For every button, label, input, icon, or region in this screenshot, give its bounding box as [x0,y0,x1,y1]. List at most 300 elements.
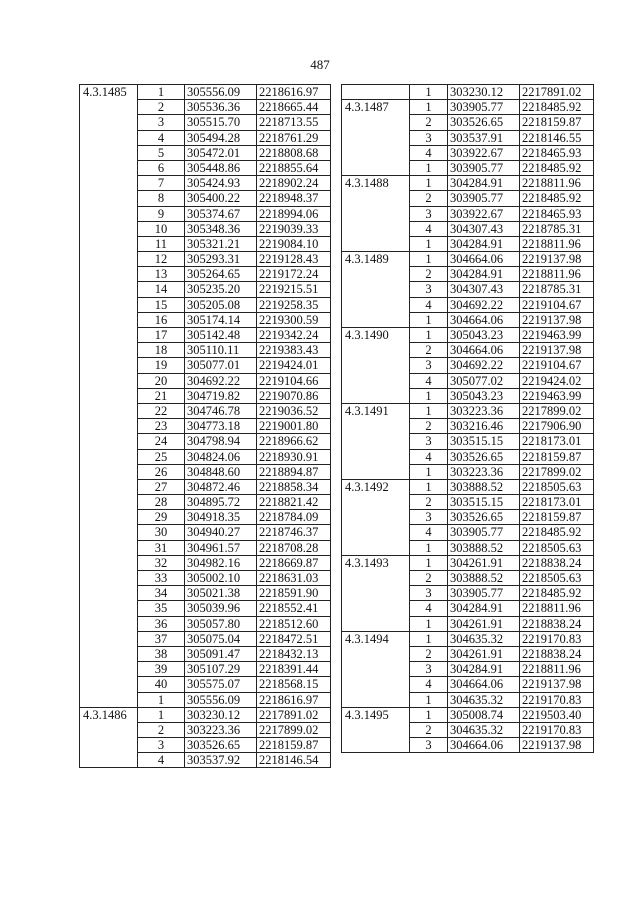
point-number-cell: 33 [138,571,185,586]
y-coordinate-cell: 2217891.02 [520,85,594,100]
table-row [80,753,331,768]
point-number-cell: 19 [138,358,185,373]
table-row [80,312,331,327]
x-coordinate-cell: 303537.92 [185,753,257,768]
point-number-cell: 1 [410,252,448,267]
table-row [80,267,331,282]
point-number-cell: 1 [410,160,448,175]
x-coordinate-cell: 305424.93 [185,176,257,191]
parcel-id-cell [80,252,138,267]
x-coordinate-cell: 304284.91 [448,601,520,616]
x-coordinate-cell: 304261.91 [448,616,520,631]
x-coordinate-cell: 305400.22 [185,191,257,206]
point-number-cell: 1 [410,312,448,327]
table-row [80,85,331,100]
parcel-id-cell [342,191,410,206]
x-coordinate-cell: 304692.22 [448,358,520,373]
parcel-id-cell [342,160,410,175]
y-coordinate-cell: 2219170.83 [520,692,594,707]
x-coordinate-cell: 304824.06 [185,449,257,464]
point-number-cell: 38 [138,646,185,661]
y-coordinate-cell: 2218146.54 [257,753,331,768]
x-coordinate-cell: 305107.29 [185,662,257,677]
x-coordinate-cell: 303230.12 [185,707,257,722]
table-row [80,206,331,221]
point-number-cell: 1 [410,100,448,115]
parcel-id-cell: 4.3.1491 [342,403,410,418]
point-number-cell: 22 [138,403,185,418]
point-number-cell: 2 [410,115,448,130]
table-row [80,722,331,737]
y-coordinate-cell: 2218173.01 [520,434,594,449]
parcel-id-cell [80,525,138,540]
x-coordinate-cell: 304961.57 [185,540,257,555]
parcel-id-cell [342,297,410,312]
parcel-id-cell [342,388,410,403]
point-number-cell: 3 [410,130,448,145]
point-number-cell: 4 [138,130,185,145]
y-coordinate-cell: 2218159.87 [257,738,331,753]
x-coordinate-cell: 303905.77 [448,586,520,601]
x-coordinate-cell: 304307.43 [448,221,520,236]
parcel-id-cell: 4.3.1494 [342,631,410,646]
point-number-cell: 3 [410,282,448,297]
table-row [342,540,594,555]
point-number-cell: 11 [138,236,185,251]
y-coordinate-cell: 2218669.87 [257,555,331,570]
x-coordinate-cell: 303526.65 [185,738,257,753]
table-row [80,236,331,251]
parcel-id-cell [80,267,138,282]
table-row [342,419,594,434]
x-coordinate-cell: 305008.74 [448,707,520,722]
parcel-id-cell [342,115,410,130]
point-number-cell: 9 [138,206,185,221]
parcel-id-cell [342,343,410,358]
parcel-id-cell [80,479,138,494]
x-coordinate-cell: 305077.02 [448,373,520,388]
parcel-id-cell [80,677,138,692]
x-coordinate-cell: 305235.20 [185,282,257,297]
x-coordinate-cell: 304918.35 [185,510,257,525]
point-number-cell: 1 [410,616,448,631]
table-row [80,343,331,358]
parcel-id-cell [342,419,410,434]
parcel-id-cell [80,328,138,343]
y-coordinate-cell: 2219070.86 [257,388,331,403]
y-coordinate-cell: 2217899.02 [257,722,331,737]
point-number-cell: 29 [138,510,185,525]
y-coordinate-cell: 2218485.92 [520,525,594,540]
x-coordinate-cell: 305556.09 [185,85,257,100]
y-coordinate-cell: 2219039.33 [257,221,331,236]
y-coordinate-cell: 2218838.24 [520,555,594,570]
table-row [342,252,594,267]
table-row [342,130,594,145]
y-coordinate-cell: 2218485.92 [520,586,594,601]
parcel-id-cell [342,495,410,510]
table-row [80,297,331,312]
point-number-cell: 31 [138,540,185,555]
y-coordinate-cell: 2219036.52 [257,403,331,418]
table-row [342,571,594,586]
y-coordinate-cell: 2219503.40 [520,707,594,722]
y-coordinate-cell: 2218391.44 [257,662,331,677]
point-number-cell: 4 [410,677,448,692]
x-coordinate-cell: 305021.38 [185,586,257,601]
point-number-cell: 26 [138,464,185,479]
x-coordinate-cell: 305448.86 [185,160,257,175]
point-number-cell: 6 [138,160,185,175]
x-coordinate-cell: 305110.11 [185,343,257,358]
y-coordinate-cell: 2218485.92 [520,191,594,206]
y-coordinate-cell: 2218631.03 [257,571,331,586]
point-number-cell: 1 [410,388,448,403]
table-row [80,540,331,555]
parcel-id-cell [80,616,138,631]
table-row [342,616,594,631]
x-coordinate-cell: 305264.65 [185,267,257,282]
y-coordinate-cell: 2219300.59 [257,312,331,327]
parcel-id-cell [342,601,410,616]
point-number-cell: 20 [138,373,185,388]
x-coordinate-cell: 305091.47 [185,646,257,661]
point-number-cell: 1 [410,85,448,100]
y-coordinate-cell: 2218552.41 [257,601,331,616]
table-row [80,221,331,236]
x-coordinate-cell: 305075.04 [185,631,257,646]
x-coordinate-cell: 304261.91 [448,646,520,661]
parcel-id-cell [80,343,138,358]
table-row [342,601,594,616]
table-row [342,206,594,221]
parcel-id-cell: 4.3.1490 [342,328,410,343]
table-row [80,616,331,631]
point-number-cell: 1 [410,631,448,646]
x-coordinate-cell: 303537.91 [448,130,520,145]
y-coordinate-cell: 2218838.24 [520,616,594,631]
parcel-id-cell [80,130,138,145]
x-coordinate-cell: 304773.18 [185,419,257,434]
point-number-cell: 4 [410,449,448,464]
point-number-cell: 1 [410,403,448,418]
table-row [80,145,331,160]
y-coordinate-cell: 2219424.02 [520,373,594,388]
parcel-id-cell: 4.3.1486 [80,707,138,722]
table-row [80,403,331,418]
parcel-id-cell [80,571,138,586]
table-row [342,631,594,646]
x-coordinate-cell: 303223.36 [185,722,257,737]
point-number-cell: 2 [410,722,448,737]
point-number-cell: 39 [138,662,185,677]
x-coordinate-cell: 303905.77 [448,191,520,206]
parcel-id-cell [80,601,138,616]
y-coordinate-cell: 2218785.31 [520,282,594,297]
parcel-id-cell [80,662,138,677]
x-coordinate-cell: 303888.52 [448,479,520,494]
point-number-cell: 1 [410,479,448,494]
point-number-cell: 1 [410,540,448,555]
point-number-cell: 1 [410,707,448,722]
y-coordinate-cell: 2218811.96 [520,236,594,251]
table-row [342,555,594,570]
y-coordinate-cell: 2218785.31 [520,221,594,236]
y-coordinate-cell: 2219084.10 [257,236,331,251]
table-row [342,267,594,282]
y-coordinate-cell: 2219104.67 [520,297,594,312]
point-number-cell: 3 [410,586,448,601]
x-coordinate-cell: 304719.82 [185,388,257,403]
table-row [342,495,594,510]
point-number-cell: 1 [410,692,448,707]
point-number-cell: 2 [410,571,448,586]
table-row [342,586,594,601]
y-coordinate-cell: 2218616.97 [257,692,331,707]
point-number-cell: 3 [410,662,448,677]
parcel-id-cell [342,358,410,373]
point-number-cell: 23 [138,419,185,434]
point-number-cell: 35 [138,601,185,616]
y-coordinate-cell: 2219463.99 [520,328,594,343]
x-coordinate-cell: 304284.91 [448,236,520,251]
x-coordinate-cell: 303216.46 [448,419,520,434]
point-number-cell: 17 [138,328,185,343]
point-number-cell: 8 [138,191,185,206]
table-row [342,343,594,358]
point-number-cell: 4 [410,601,448,616]
x-coordinate-cell: 304664.06 [448,252,520,267]
table-row [342,525,594,540]
x-coordinate-cell: 304261.91 [448,555,520,570]
y-coordinate-cell: 2218811.96 [520,267,594,282]
x-coordinate-cell: 304284.91 [448,662,520,677]
table-row [342,646,594,661]
point-number-cell: 1 [410,236,448,251]
x-coordinate-cell: 303223.36 [448,403,520,418]
parcel-id-cell [80,191,138,206]
point-number-cell: 24 [138,434,185,449]
table-row [80,252,331,267]
y-coordinate-cell: 2219137.98 [520,312,594,327]
y-coordinate-cell: 2218505.63 [520,571,594,586]
point-number-cell: 4 [410,373,448,388]
table-row [342,707,594,722]
point-number-cell: 10 [138,221,185,236]
parcel-id-cell [80,738,138,753]
parcel-id-cell [80,403,138,418]
x-coordinate-cell: 304798.94 [185,434,257,449]
y-coordinate-cell: 2218838.24 [520,646,594,661]
table-row [80,662,331,677]
y-coordinate-cell: 2219424.01 [257,358,331,373]
point-number-cell: 37 [138,631,185,646]
x-coordinate-cell: 305556.09 [185,692,257,707]
table-row [342,738,594,753]
x-coordinate-cell: 303223.36 [448,464,520,479]
y-coordinate-cell: 2217899.02 [520,464,594,479]
parcel-id-cell [342,525,410,540]
parcel-id-cell [80,646,138,661]
x-coordinate-cell: 304848.60 [185,464,257,479]
table-row [80,707,331,722]
table-row [80,449,331,464]
x-coordinate-cell: 305575.07 [185,677,257,692]
y-coordinate-cell: 2219172.24 [257,267,331,282]
table-row [80,434,331,449]
y-coordinate-cell: 2218159.87 [520,449,594,464]
page-number: 487 [310,57,330,72]
left-table-body [80,85,331,768]
x-coordinate-cell: 303905.77 [448,100,520,115]
table-row [342,160,594,175]
x-coordinate-cell: 304664.06 [448,312,520,327]
y-coordinate-cell: 2218505.63 [520,479,594,494]
point-number-cell: 4 [410,221,448,236]
table-row [80,191,331,206]
point-number-cell: 4 [410,297,448,312]
x-coordinate-cell: 304664.06 [448,738,520,753]
y-coordinate-cell: 2218485.92 [520,160,594,175]
table-row [80,571,331,586]
x-coordinate-cell: 304284.91 [448,176,520,191]
x-coordinate-cell: 305472.01 [185,145,257,160]
point-number-cell: 2 [138,100,185,115]
y-coordinate-cell: 2218858.34 [257,479,331,494]
y-coordinate-cell: 2218930.91 [257,449,331,464]
table-row [342,662,594,677]
table-row [342,692,594,707]
x-coordinate-cell: 304635.32 [448,692,520,707]
y-coordinate-cell: 2219128.43 [257,252,331,267]
x-coordinate-cell: 305515.70 [185,115,257,130]
x-coordinate-cell: 305348.36 [185,221,257,236]
table-row [80,479,331,494]
point-number-cell: 1 [410,328,448,343]
parcel-id-cell [80,464,138,479]
parcel-id-cell [342,282,410,297]
x-coordinate-cell: 303905.77 [448,160,520,175]
point-number-cell: 7 [138,176,185,191]
parcel-id-cell [80,145,138,160]
table-row [80,601,331,616]
x-coordinate-cell: 303888.52 [448,540,520,555]
point-number-cell: 3 [410,738,448,753]
x-coordinate-cell: 303888.52 [448,571,520,586]
parcel-id-cell: 4.3.1485 [80,85,138,100]
x-coordinate-cell: 305002.10 [185,571,257,586]
x-coordinate-cell: 304307.43 [448,282,520,297]
x-coordinate-cell: 303526.65 [448,115,520,130]
parcel-id-cell [80,282,138,297]
table-row [342,312,594,327]
table-row [80,419,331,434]
y-coordinate-cell: 2219383.43 [257,343,331,358]
x-coordinate-cell: 304692.22 [448,297,520,312]
parcel-id-cell [80,115,138,130]
point-number-cell: 1 [410,555,448,570]
point-number-cell: 3 [410,434,448,449]
parcel-id-cell [342,434,410,449]
point-number-cell: 1 [410,176,448,191]
x-coordinate-cell: 304872.46 [185,479,257,494]
table-row [342,115,594,130]
y-coordinate-cell: 2219170.83 [520,631,594,646]
point-number-cell: 2 [410,191,448,206]
y-coordinate-cell: 2219104.66 [257,373,331,388]
parcel-id-cell [342,85,410,100]
parcel-id-cell [342,662,410,677]
table-row [342,176,594,191]
parcel-id-cell [80,540,138,555]
y-coordinate-cell: 2218159.87 [520,115,594,130]
y-coordinate-cell: 2219001.80 [257,419,331,434]
x-coordinate-cell: 305057.80 [185,616,257,631]
parcel-id-cell [342,586,410,601]
parcel-id-cell [342,236,410,251]
table-row [80,130,331,145]
y-coordinate-cell: 2218855.64 [257,160,331,175]
parcel-id-cell [80,722,138,737]
parcel-id-cell [80,495,138,510]
parcel-id-cell: 4.3.1495 [342,707,410,722]
point-number-cell: 2 [138,722,185,737]
parcel-id-cell: 4.3.1493 [342,555,410,570]
point-number-cell: 12 [138,252,185,267]
y-coordinate-cell: 2218616.97 [257,85,331,100]
x-coordinate-cell: 305494.28 [185,130,257,145]
table-row [80,100,331,115]
table-row [80,328,331,343]
y-coordinate-cell: 2218811.96 [520,601,594,616]
y-coordinate-cell: 2218432.13 [257,646,331,661]
point-number-cell: 13 [138,267,185,282]
table-row [80,115,331,130]
point-number-cell: 36 [138,616,185,631]
parcel-id-cell [80,449,138,464]
y-coordinate-cell: 2217906.90 [520,419,594,434]
table-row [342,282,594,297]
point-number-cell: 2 [410,343,448,358]
y-coordinate-cell: 2218485.92 [520,100,594,115]
point-number-cell: 4 [410,145,448,160]
table-row [80,586,331,601]
x-coordinate-cell: 304692.22 [185,373,257,388]
parcel-id-cell [342,267,410,282]
table-row [80,464,331,479]
table-row [342,722,594,737]
table-row [342,236,594,251]
point-number-cell: 30 [138,525,185,540]
parcel-id-cell [342,145,410,160]
point-number-cell: 4 [410,525,448,540]
y-coordinate-cell: 2218811.96 [520,176,594,191]
point-number-cell: 1 [138,85,185,100]
y-coordinate-cell: 2219258.35 [257,297,331,312]
parcel-id-cell [342,464,410,479]
x-coordinate-cell: 305536.36 [185,100,257,115]
y-coordinate-cell: 2219137.98 [520,738,594,753]
table-row [80,525,331,540]
y-coordinate-cell: 2218784.09 [257,510,331,525]
y-coordinate-cell: 2218713.55 [257,115,331,130]
x-coordinate-cell: 305043.23 [448,388,520,403]
y-coordinate-cell: 2218512.60 [257,616,331,631]
parcel-id-cell [342,692,410,707]
y-coordinate-cell: 2219463.99 [520,388,594,403]
parcel-id-cell [342,646,410,661]
point-number-cell: 18 [138,343,185,358]
